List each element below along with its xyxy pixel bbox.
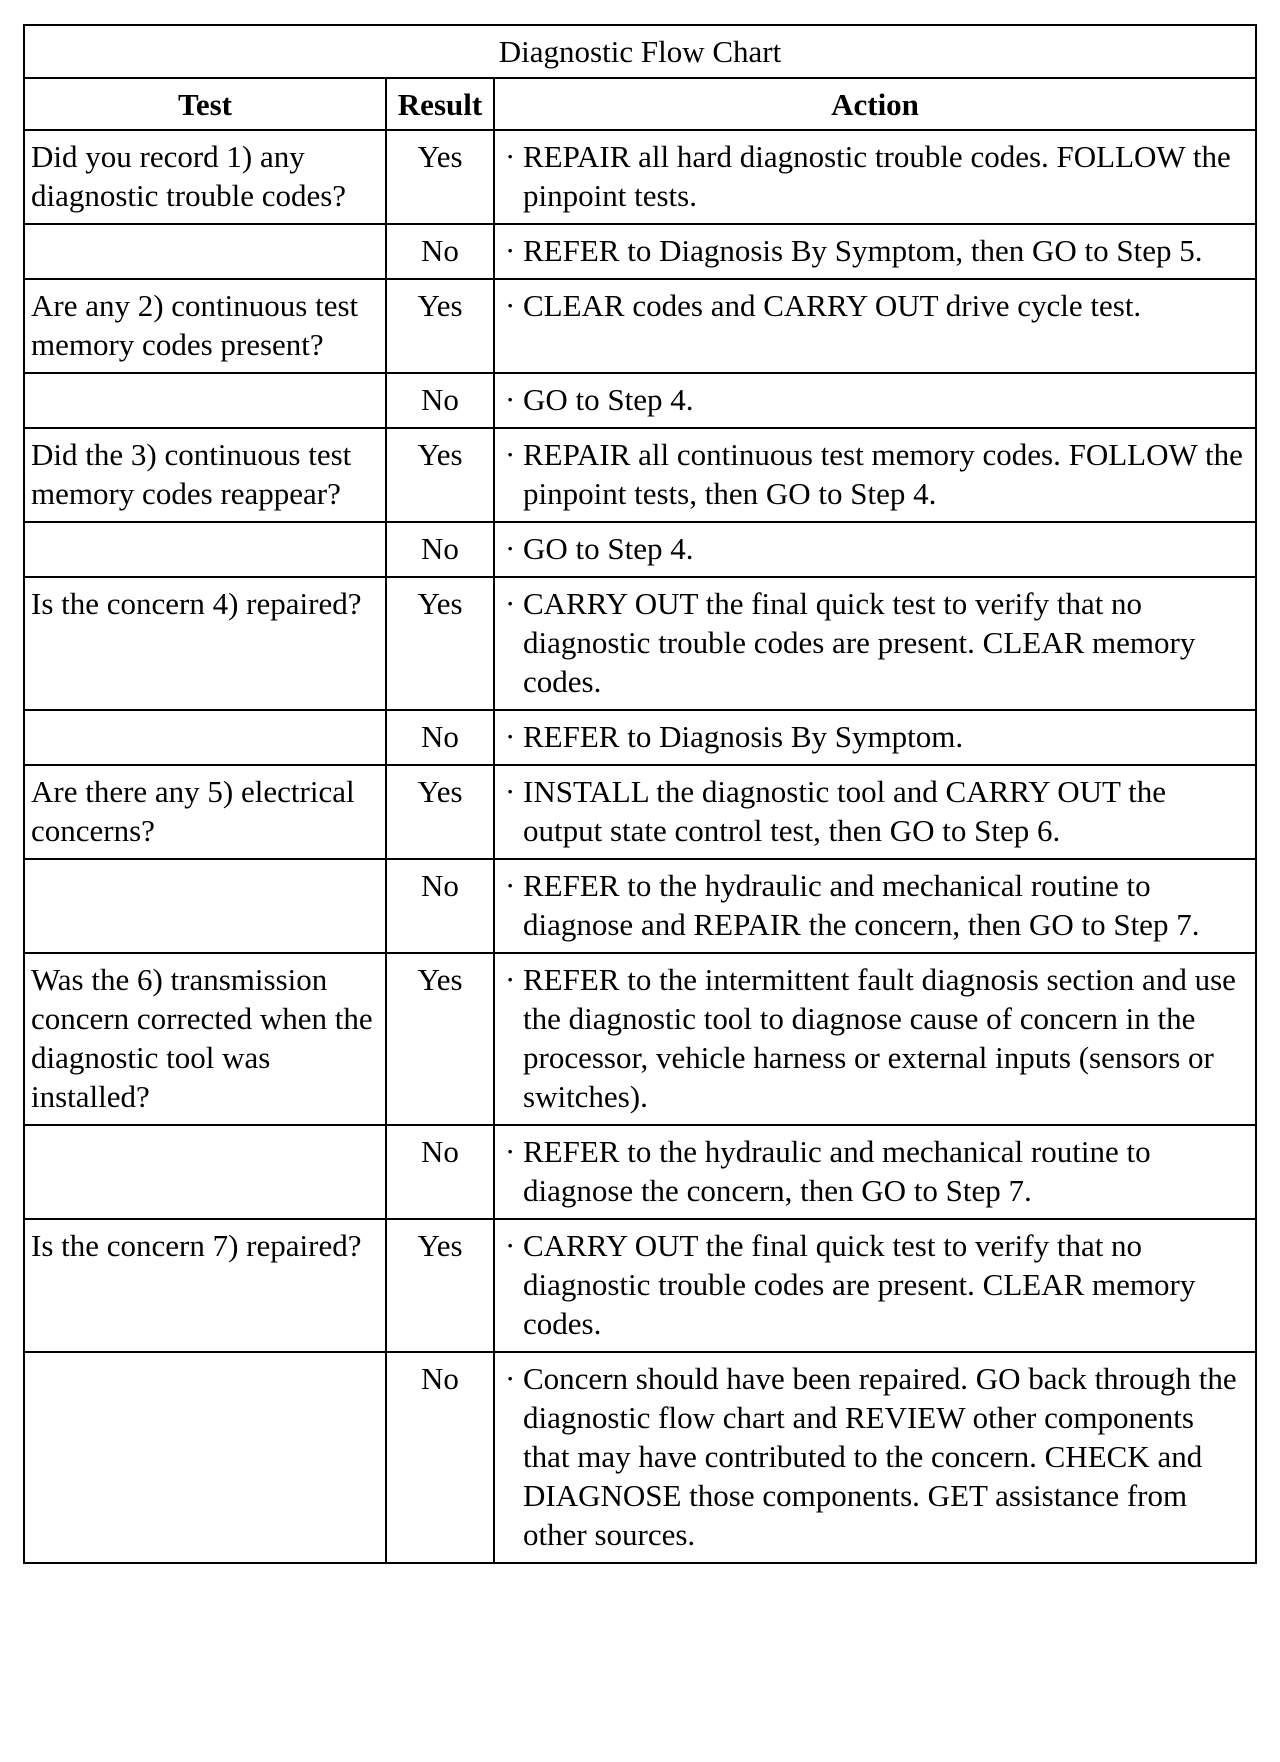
diagnostic-table [23,24,1257,1564]
table-row [24,428,1256,522]
action-item [505,1359,1245,1554]
bullet-icon: · [505,868,516,903]
result-cell: No [386,1352,494,1563]
test-question: Did the 3) continuous test memory codes reappear? [24,428,386,522]
action-text: REFER to the hydraulic and mechanical routine to diagnose and REPAIR the concern, then GO to Step 7. [523,868,1200,942]
bullet-icon: · [505,1228,516,1263]
action-cell [494,859,1256,953]
action-cell [494,224,1256,279]
action-item [505,960,1245,1116]
action-text: CARRY OUT the final quick test to verify that no diagnostic trouble codes are present. CLEAR memory codes. [523,586,1196,699]
action-text: INSTALL the diagnostic tool and CARRY OUT the output state control test, then GO to Step 6. [523,774,1167,848]
action-text: REPAIR all hard diagnostic trouble codes. FOLLOW the pinpoint tests. [523,139,1231,213]
result-cell: Yes [386,428,494,522]
result-cell: No [386,710,494,765]
test-question: Did you record 1) any diagnostic trouble codes? [24,130,386,224]
test-question: Are any 2) continuous test memory codes present? [24,279,386,373]
action-text: REFER to the hydraulic and mechanical routine to diagnose the concern, then GO to Step 7. [523,1134,1151,1208]
table-row [24,710,1256,765]
table-row [24,1219,1256,1352]
bullet-icon: · [505,1361,516,1396]
table-row [24,130,1256,224]
column-header-action: Action [494,78,1256,130]
table-title: Diagnostic Flow Chart [24,25,1256,78]
table-row [24,522,1256,577]
test-question: Is the concern 4) repaired? [24,577,386,710]
action-cell [494,1352,1256,1563]
action-text: REFER to Diagnosis By Symptom. [523,719,964,754]
result-cell: No [386,522,494,577]
steps-body [24,130,1256,1563]
column-header-test: Test [24,78,386,130]
column-header-result: Result [386,78,494,130]
action-item [505,435,1245,513]
action-cell [494,373,1256,428]
action-item [505,866,1245,944]
result-cell: Yes [386,130,494,224]
action-text: REFER to the intermittent fault diagnosis section and use the diagnostic tool to diagnose cause of concern in the processor, vehicle harness or external inputs (sensors or switches). [523,962,1236,1114]
action-cell [494,577,1256,710]
action-text: REFER to Diagnosis By Symptom, then GO to Step 5. [523,233,1203,268]
action-item [505,717,1245,756]
test-cell-empty [24,710,386,765]
action-text: Concern should have been repaired. GO back through the diagnostic flow chart and REVIEW other components that may have contributed to the concern. CHECK and DIAGNOSE those components. GET assistance from other sources. [523,1361,1237,1552]
action-cell [494,1125,1256,1219]
action-cell [494,953,1256,1125]
action-cell [494,522,1256,577]
action-cell [494,279,1256,373]
caption-row [24,25,1256,78]
result-cell: Yes [386,953,494,1125]
action-cell [494,1219,1256,1352]
action-cell [494,710,1256,765]
action-item [505,137,1245,215]
test-question: Was the 6) transmission concern corrected when the diagnostic tool was installed? [24,953,386,1125]
table-row [24,373,1256,428]
action-cell [494,428,1256,522]
table-row [24,224,1256,279]
bullet-icon: · [505,382,516,417]
action-cell [494,130,1256,224]
action-cell [494,765,1256,859]
table-row [24,1125,1256,1219]
bullet-icon: · [505,586,516,621]
action-text: CLEAR codes and CARRY OUT drive cycle test. [523,288,1142,323]
bullet-icon: · [505,139,516,174]
table-row [24,859,1256,953]
result-cell: No [386,373,494,428]
action-item [505,772,1245,850]
test-cell-empty [24,859,386,953]
test-cell-empty [24,224,386,279]
bullet-icon: · [505,531,516,566]
bullet-icon: · [505,962,516,997]
bullet-icon: · [505,233,516,268]
action-item [505,584,1245,701]
diagnostic-flow-chart [23,24,1255,1564]
table-row [24,765,1256,859]
result-cell: Yes [386,1219,494,1352]
table-row [24,279,1256,373]
test-cell-empty [24,1352,386,1563]
result-cell: Yes [386,765,494,859]
result-cell: Yes [386,279,494,373]
action-item [505,231,1245,270]
result-cell: No [386,859,494,953]
result-cell: Yes [386,577,494,710]
table-row [24,953,1256,1125]
bullet-icon: · [505,774,516,809]
test-cell-empty [24,373,386,428]
table-row [24,1352,1256,1563]
result-cell: No [386,1125,494,1219]
action-text: GO to Step 4. [523,382,694,417]
header-row [24,78,1256,130]
action-item [505,1226,1245,1343]
test-cell-empty [24,1125,386,1219]
action-text: GO to Step 4. [523,531,694,566]
test-question: Is the concern 7) repaired? [24,1219,386,1352]
bullet-icon: · [505,1134,516,1169]
test-question: Are there any 5) electrical concerns? [24,765,386,859]
result-cell: No [386,224,494,279]
action-text: CARRY OUT the final quick test to verify that no diagnostic trouble codes are present. CLEAR memory codes. [523,1228,1196,1341]
bullet-icon: · [505,437,516,472]
test-cell-empty [24,522,386,577]
table-row [24,577,1256,710]
action-item [505,286,1245,325]
action-text: REPAIR all continuous test memory codes. FOLLOW the pinpoint tests, then GO to Step 4. [523,437,1243,511]
bullet-icon: · [505,288,516,323]
action-item [505,529,1245,568]
action-item [505,1132,1245,1210]
action-item [505,380,1245,419]
bullet-icon: · [505,719,516,754]
